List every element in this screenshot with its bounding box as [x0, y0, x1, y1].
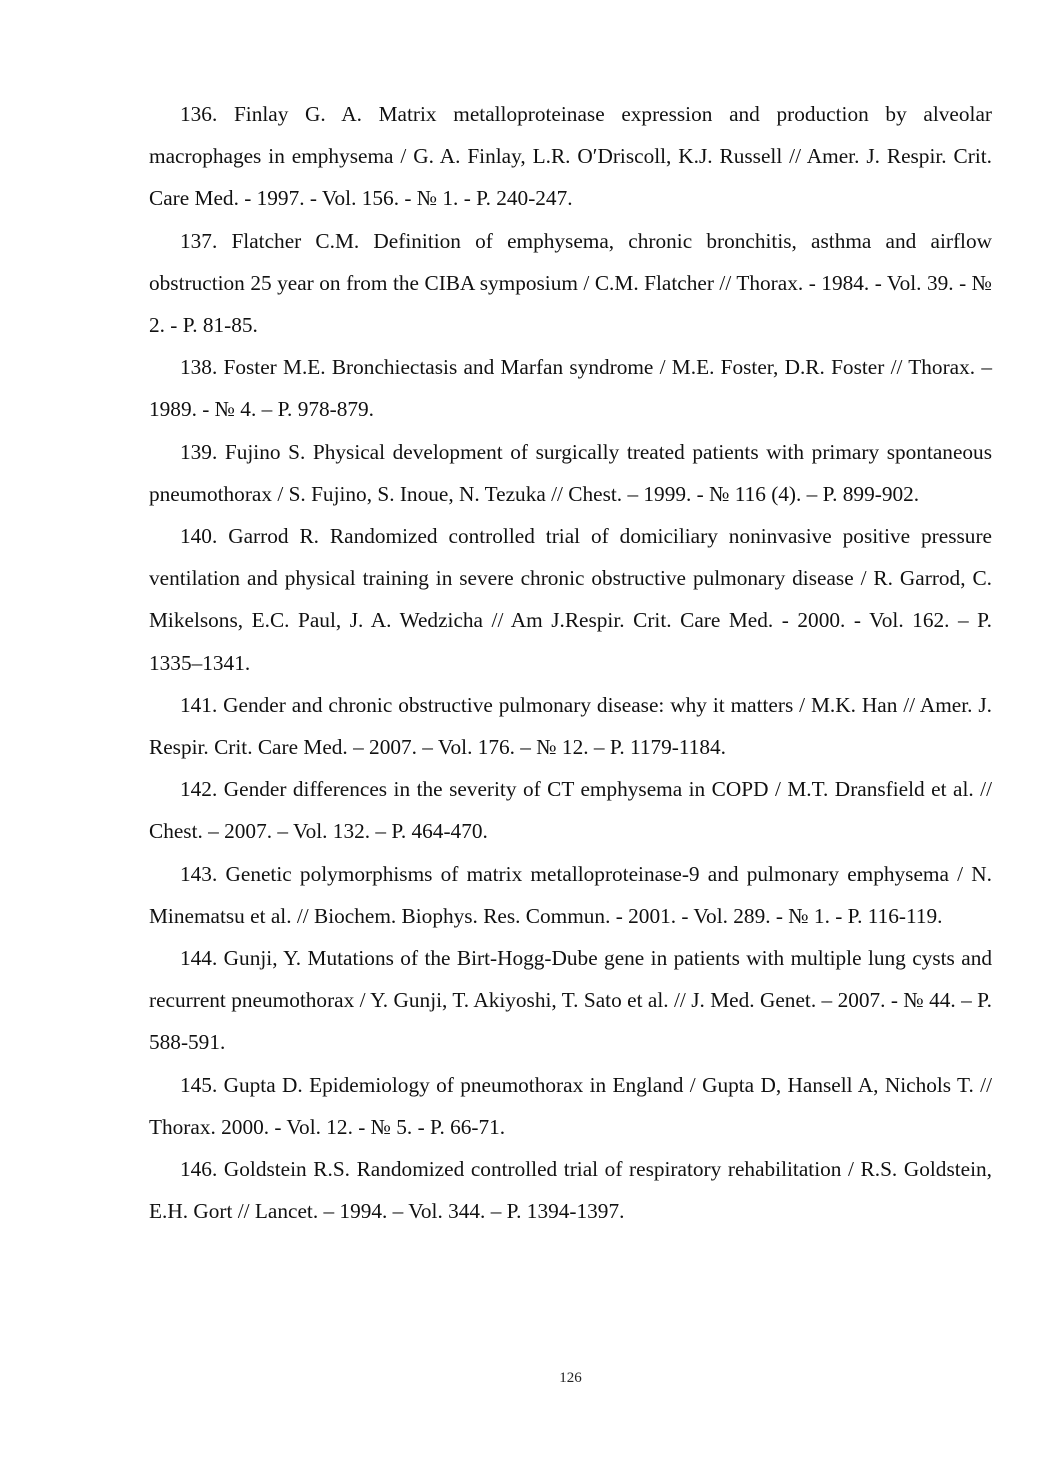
reference-145: 145. Gupta D. Epidemiology of pneumothorax in England / Gupta D, Hansell A, Nichols T. // Thorax. 2000. - Vol. 12. - № 5. - P. 66-71.: [149, 1072, 992, 1139]
reference-146: 146. Goldstein R.S. Randomized controlled trial of respiratory rehabilitation / R.S. Goldstein, E.H. Gort // Lancet. – 1994. – Vol. 344. – P. 1394-1397.: [149, 1157, 992, 1224]
reference-141: 141. Gender and chronic obstructive pulmonary disease: why it matters / M.K. Han // Amer. J. Respir. Crit. Care Med. – 2007. – Vol. 176. – № 12. – P. 1179-1184.: [149, 692, 992, 760]
reference-144: 144. Gunji, Y. Mutations of the Birt-Hogg-Dube gene in patients with multiple lung cysts and recurrent pneumothorax / Y. Gunji, T. Akiyoshi, T. Sato et al. // J. Med. Genet. – 2007. - № 44. – P. 588-591.: [149, 946, 992, 1055]
reference-137: 137. Flatcher C.M. Definition of emphysema, chronic bronchitis, asthma and airflow obstruction 25 year on from the CIBA symposium / C.M. Flatcher // Thorax. - 1984. - Vol. 39. - № 2. - P. 81-85.: [149, 228, 992, 338]
reference-138: 138. Foster M.E. Bronchiectasis and Marfan syndrome / M.E. Foster, D.R. Foster // Thorax. – 1989. - № 4. – P. 978-879.: [149, 355, 992, 422]
reference-142: 142. Gender differences in the severity of CT emphysema in COPD / M.T. Dransfield et al. // Chest. – 2007. – Vol. 132. – P. 464-470.: [149, 777, 992, 844]
reference-list: [149, 93, 992, 1232]
reference-136: 136. Finlay G. A. Matrix metalloproteinase expression and production by alveolar macrophages in emphysema / G. A. Finlay, L.R. O′Driscoll, K.J. Russell // Amer. J. Respir. Crit. Care Med. - 1997. - Vol. 156. - № 1. - P. 240-247.: [149, 102, 992, 211]
reference-143: 143. Genetic polymorphisms of matrix metalloproteinase-9 and pulmonary emphysema / N. Minematsu et al. // Biochem. Biophys. Res. Commun. - 2001. - Vol. 289. - № 1. - P. 116-119.: [149, 861, 992, 928]
page-number: 126: [559, 1370, 582, 1386]
reference-140: 140. Garrod R. Randomized controlled trial of domiciliary noninvasive positive pressure ventilation and physical training in severe chronic obstructive pulmonary disease / R. Garrod, C. Mikelsons, E.C. Paul, J. A. Wedzicha // Am J.Respir. Crit. Care Med. - 2000. - Vol. 162. – P. 1335–1341.: [149, 524, 992, 675]
reference-139: 139. Fujino S. Physical development of surgically treated patients with primary spontaneous pneumothorax / S. Fujino, S. Inoue, N. Tezuka // Chest. – 1999. - № 116 (4). – P. 899-902.: [149, 439, 992, 506]
